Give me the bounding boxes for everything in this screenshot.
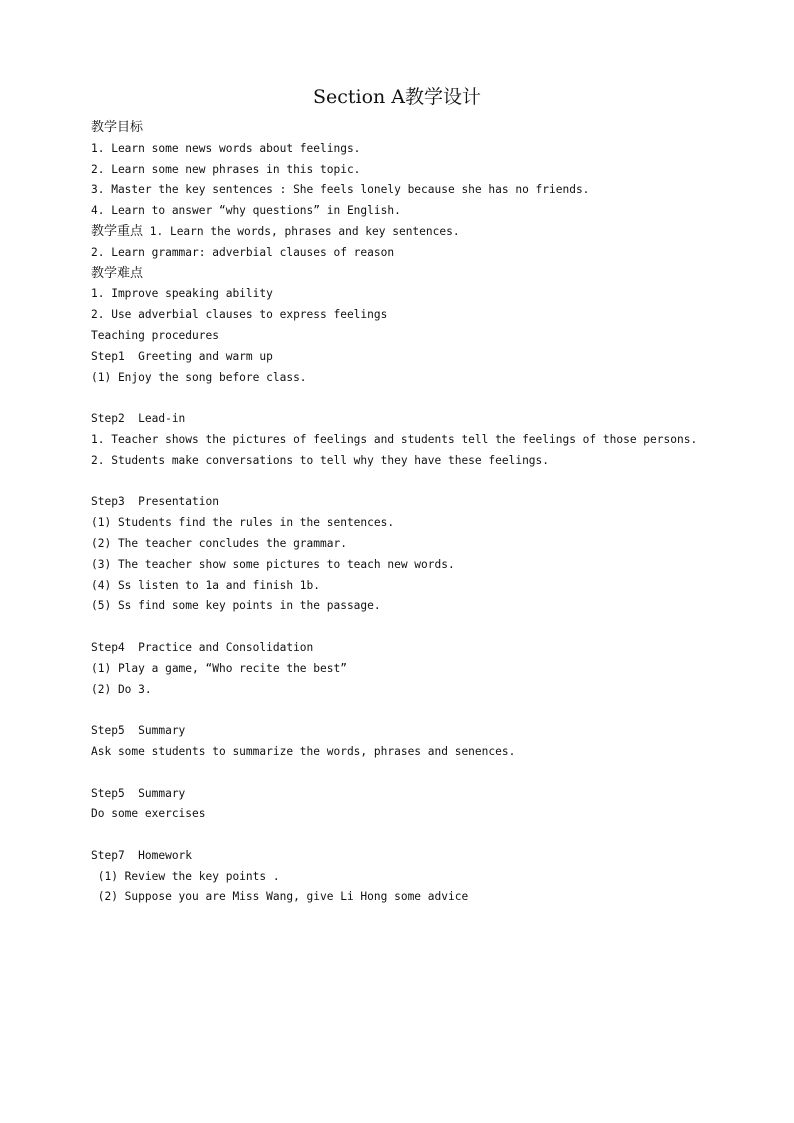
key-points-heading: 教学重点 xyxy=(91,223,144,239)
step-heading: Step2 Lead-in xyxy=(91,412,186,426)
document-body xyxy=(91,118,751,908)
spacer xyxy=(91,472,751,493)
step-heading: Step5 Summary xyxy=(91,786,186,800)
step-heading: Step1 Greeting and warm up xyxy=(91,349,273,363)
objective-item: 1. Learn some news words about feelings. xyxy=(91,141,361,155)
step-item: (2) Do 3. xyxy=(91,682,152,696)
key-point-item: 2. Learn grammar: adverbial clauses of reason xyxy=(91,245,395,259)
step-heading: Step3 Presentation xyxy=(91,495,219,509)
objectives-heading: 教学目标 xyxy=(91,120,144,135)
key-points-row xyxy=(91,222,751,243)
difficulty-item: 1. Improve speaking ability xyxy=(91,287,273,301)
spacer xyxy=(91,388,751,409)
key-point-item: 1. Learn the words, phrases and key sentences. xyxy=(143,224,460,238)
objective-item: 4. Learn to answer “why questions” in English. xyxy=(91,204,401,218)
step-item: Do some exercises xyxy=(91,807,206,821)
spacer xyxy=(91,700,751,721)
step-item: (1) Enjoy the song before class. xyxy=(91,370,307,384)
step-item: (1) Play a game, “Who recite the best” xyxy=(91,661,347,675)
objective-item: 3. Master the key sentences : She feels lonely because she has no friends. xyxy=(91,183,590,197)
step-item: (5) Ss find some key points in the passage. xyxy=(91,599,381,613)
step-heading: Step7 Homework xyxy=(91,848,193,862)
step-item: (1) Review the key points . xyxy=(91,869,280,883)
procedures-heading: Teaching procedures xyxy=(91,328,219,342)
difficulty-item: 2. Use adverbial clauses to express feelings xyxy=(91,308,388,322)
step-heading: Step5 Summary xyxy=(91,724,186,738)
objective-item: 2. Learn some new phrases in this topic. xyxy=(91,162,361,176)
spacer xyxy=(91,763,751,784)
step-item: (2) Suppose you are Miss Wang, give Li Hong some advice xyxy=(91,890,469,904)
difficulties-heading: 教学难点 xyxy=(91,265,144,281)
spacer xyxy=(91,825,751,846)
step-item: (2) The teacher concludes the grammar. xyxy=(91,536,347,550)
step-item: 2. Students make conversations to tell why they have these feelings. xyxy=(91,453,550,467)
step-item: (4) Ss listen to 1a and finish 1b. xyxy=(91,578,321,592)
step-item: Ask some students to summarize the words, phrases and senences. xyxy=(91,744,516,758)
step-heading: Step4 Practice and Consolidation xyxy=(91,640,314,654)
spacer xyxy=(91,617,751,638)
step-item: 1. Teacher shows the pictures of feelings and students tell the feelings of those persons. xyxy=(91,432,698,446)
document-title: Section A教学设计 xyxy=(312,86,482,108)
step-item: (1) Students find the rules in the sentences. xyxy=(91,516,395,530)
step-item: (3) The teacher show some pictures to teach new words. xyxy=(91,557,455,571)
